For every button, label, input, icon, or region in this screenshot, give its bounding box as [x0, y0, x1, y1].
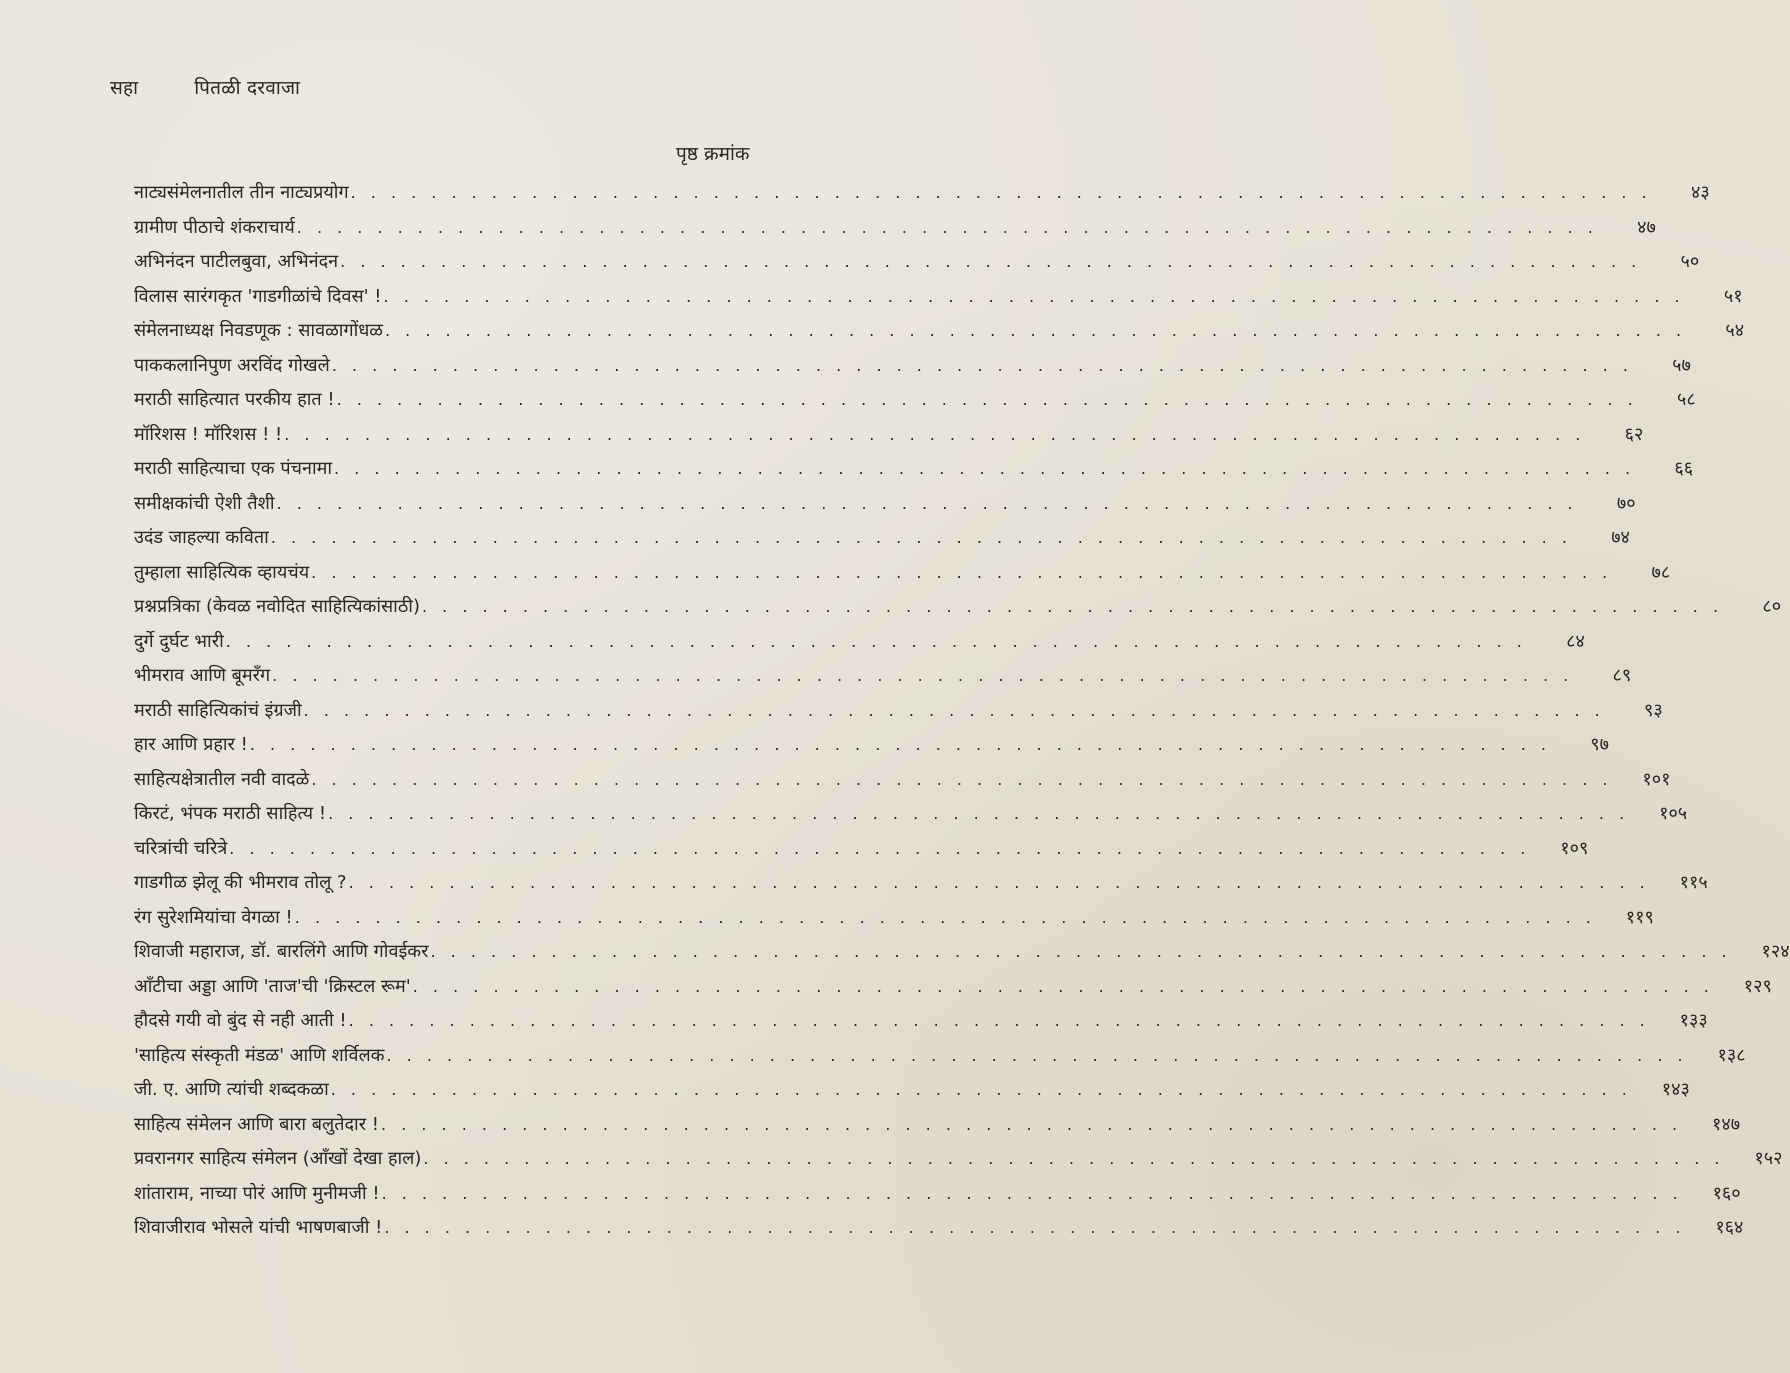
dot-leader: . . . . . . . . . . . . . . . . . . . . . . . . . . . . . . . . . . . . . . . . . . . . . . . . . . . . . . . . . . . . . . . . .: [348, 873, 1650, 892]
toc-entry-page-number: ५४: [1725, 320, 1745, 341]
toc-entry-title: विलास सारंगकृत 'गाडगीळांचे दिवस' !: [134, 285, 382, 307]
toc-entry-page-number: १२४: [1761, 941, 1790, 962]
dot-leader: . . . . . . . . . . . . . . . . . . . . . . . . . . . . . . . . . . . . . . . . . . . . . . . . . . . . . . . . . . . . . . . . .: [303, 700, 1605, 720]
dot-leader: . . . . . . . . . . . . . . . . . . . . . . . . . . . . . . . . . . . . . . . . . . . . . . . . . . . . . . . . . . . . . . . . .: [340, 252, 1642, 271]
toc-entry: [134, 556, 1671, 591]
dot-leader: . . . . . . . . . . . . . . . . . . . . . . . . . . . . . . . . . . . . . . . . . . . . . . . . . . . . . . . . . . . . . . . . .: [336, 390, 1638, 409]
toc-entry: [134, 1177, 1741, 1212]
dot-leader: . . . . . . . . . . . . . . . . . . . . . . . . . . . . . . . . . . . . . . . . . . . . . . . . . . . . . . . . . . . . . . . . .: [348, 1011, 1650, 1030]
dot-leader: . . . . . . . . . . . . . . . . . . . . . . . . . . . . . . . . . . . . . . . . . . . . . . . . . . . . . . . . . . . . . . . . .: [381, 1183, 1683, 1203]
toc-entry-page-number: ६२: [1624, 423, 1644, 445]
toc-entry-page-number: ८४: [1566, 630, 1585, 652]
book-title: पितळी दरवाजा: [194, 77, 301, 99]
toc-entry: [134, 452, 1694, 487]
toc-entry-title: ऑंटीचा अड्डा आणि 'ताज'ची 'क्रिस्टल रूम': [134, 975, 411, 997]
toc-entry-page-number: १४३: [1661, 1079, 1690, 1100]
toc-entry-title: पाककलानिपुण अरविंद गोखले: [134, 354, 330, 376]
dot-leader: . . . . . . . . . . . . . . . . . . . . . . . . . . . . . . . . . . . . . . . . . . . . . . . . . . . . . . . . . . . . . . . . .: [284, 424, 1586, 444]
dot-leader: . . . . . . . . . . . . . . . . . . . . . . . . . . . . . . . . . . . . . . . . . . . . . . . . . . . . . . . . . . . . . . . . .: [430, 942, 1732, 961]
toc-entry: [134, 521, 1630, 556]
toc-entry: [134, 487, 1636, 522]
dot-leader: . . . . . . . . . . . . . . . . . . . . . . . . . . . . . . . . . . . . . . . . . . . . . . . . . . . . . . . . . . . . . . . . .: [296, 217, 1598, 237]
toc-entry-page-number: १३८: [1717, 1044, 1746, 1066]
dot-leader: . . . . . . . . . . . . . . . . . . . . . . . . . . . . . . . . . . . . . . . . . . . . . . . . . . . . . . . . . . . . . . . . .: [311, 769, 1613, 789]
toc-entry: [134, 1211, 1744, 1246]
toc-entry-title: जी. ए. आणि त्यांची शब्दकळा: [134, 1079, 329, 1100]
dot-leader: . . . . . . . . . . . . . . . . . . . . . . . . . . . . . . . . . . . . . . . . . . . . . . . . . . . . . . . . . . . . . . . . .: [294, 907, 1596, 927]
toc-entry-page-number: ७८: [1651, 561, 1671, 583]
toc-entry-page-number: १२९: [1743, 975, 1772, 997]
toc-entry: [134, 625, 1585, 660]
toc-entry: [134, 763, 1671, 798]
toc-entry-page-number: ४७: [1637, 216, 1656, 238]
toc-entry-page-number: ७४: [1611, 527, 1630, 548]
dot-leader: . . . . . . . . . . . . . . . . . . . . . . . . . . . . . . . . . . . . . . . . . . . . . . . . . . . . . . . . . . . . . . . . .: [330, 1080, 1632, 1099]
toc-entry-title: अभिनंदन पाटीलबुवा, अभिनंदन: [134, 251, 339, 272]
toc-entry-title: संमेलनाध्यक्ष निवडणूक : सावळागोंधळ: [134, 320, 383, 341]
toc-entry-page-number: ४३: [1690, 182, 1710, 203]
toc-entry: [134, 383, 1696, 418]
toc-entry-title: उदंड जाहल्या कविता: [134, 527, 269, 548]
toc-entry: [134, 1142, 1783, 1177]
toc-entry-title: भीमराव आणि बूमरँग: [134, 665, 271, 686]
toc-entry: [134, 728, 1609, 763]
dot-leader: . . . . . . . . . . . . . . . . . . . . . . . . . . . . . . . . . . . . . . . . . . . . . . . . . . . . . . . . . . . . . . . . .: [384, 1218, 1686, 1237]
page-folio: सहा: [110, 77, 139, 99]
toc-entry: [134, 245, 1700, 280]
toc-entry-page-number: ९३: [1644, 699, 1663, 721]
toc-entry: [134, 1004, 1708, 1039]
toc-entry: [134, 1039, 1746, 1074]
table-of-contents: [134, 176, 1790, 1246]
toc-entry-title: शिवाजी महाराज, डॉ. बारलिंगे आणि गोवईकर: [134, 941, 429, 962]
toc-entry-page-number: १५२: [1754, 1148, 1783, 1169]
toc-entry-title: हार आणि प्रहार !: [134, 734, 248, 755]
dot-leader: . . . . . . . . . . . . . . . . . . . . . . . . . . . . . . . . . . . . . . . . . . . . . . . . . . . . . . . . . . . . . . . . .: [383, 286, 1685, 306]
toc-entry-title: तुम्हाला साहित्यिक व्हायचंय: [134, 561, 310, 583]
toc-entry-page-number: ५०: [1680, 251, 1700, 272]
dot-leader: . . . . . . . . . . . . . . . . . . . . . . . . . . . . . . . . . . . . . . . . . . . . . . . . . . . . . . . . . . . . . . . . .: [384, 321, 1687, 340]
toc-entry-title: हौदसे गयी वो बुंद से नही आती !: [134, 1010, 347, 1031]
dot-leader: . . . . . . . . . . . . . . . . . . . . . . . . . . . . . . . . . . . . . . . . . . . . . . . . . . . . . . . . . . . . . . . . .: [272, 666, 1574, 685]
toc-entry-page-number: ११५: [1679, 872, 1708, 893]
toc-entry: [134, 1073, 1690, 1108]
dot-leader: . . . . . . . . . . . . . . . . . . . . . . . . . . . . . . . . . . . . . . . . . . . . . . . . . . . . . . . . . . . . . . . . .: [229, 838, 1531, 858]
toc-entry-title: मराठी साहित्यिकांचं इंग्रजी: [134, 699, 302, 721]
toc-entry: [134, 211, 1656, 246]
dot-leader: . . . . . . . . . . . . . . . . . . . . . . . . . . . . . . . . . . . . . . . . . . . . . . . . . . . . . . . . . . . . . . . . .: [421, 597, 1724, 616]
toc-entry-page-number: ८९: [1612, 665, 1632, 686]
toc-entry-title: समीक्षकांची ऐशी तैशी: [134, 492, 275, 514]
toc-entry: [134, 832, 1589, 867]
toc-entry: [134, 1108, 1741, 1143]
dot-leader: . . . . . . . . . . . . . . . . . . . . . . . . . . . . . . . . . . . . . . . . . . . . . . . . . . . . . . . . . . . . . . . . .: [331, 355, 1633, 375]
toc-entry-title: प्रश्नप्रत्रिका (केवळ नवोदित साहित्यिकांसाठी): [134, 596, 420, 617]
toc-entry-title: किरटं, भंपक मराठी साहित्य !: [134, 803, 327, 824]
toc-entry: [134, 694, 1663, 729]
dot-leader: . . . . . . . . . . . . . . . . . . . . . . . . . . . . . . . . . . . . . . . . . . . . . . . . . . . . . . . . . . . . . . . . .: [386, 1045, 1688, 1065]
dot-leader: . . . . . . . . . . . . . . . . . . . . . . . . . . . . . . . . . . . . . . . . . . . . . . . . . . . . . . . . . . . . . . . . .: [249, 735, 1551, 754]
toc-entry-title: मराठी साहित्याचा एक पंचनामा: [134, 458, 333, 479]
toc-entry-title: ग्रामीण पीठाचे शंकराचार्य: [134, 216, 295, 238]
dot-leader: . . . . . . . . . . . . . . . . . . . . . . . . . . . . . . . . . . . . . . . . . . . . . . . . . . . . . . . . . . . . . . . . .: [334, 459, 1636, 478]
toc-entry: [134, 418, 1644, 453]
toc-entry-title: 'साहित्य संस्कृती मंडळ' आणि शर्विलक: [134, 1044, 385, 1066]
toc-entry: [134, 659, 1632, 694]
dot-leader: . . . . . . . . . . . . . . . . . . . . . . . . . . . . . . . . . . . . . . . . . . . . . . . . . . . . . . . . . . . . . . . . .: [350, 183, 1652, 202]
toc-entry-page-number: ७०: [1616, 492, 1636, 514]
toc-entry-page-number: १३३: [1679, 1010, 1708, 1031]
toc-entry: [134, 866, 1708, 901]
toc-entry-title: चरित्रांची चरित्रे: [134, 837, 228, 859]
toc-entry-title: मराठी साहित्यात परकीय हात !: [134, 389, 335, 410]
toc-entry-title: गाडगीळ झेलू की भीमराव तोलू ?: [134, 872, 347, 893]
toc-entry: [134, 970, 1772, 1005]
toc-entry-page-number: १०५: [1659, 803, 1688, 824]
toc-entry: [134, 280, 1743, 315]
dot-leader: . . . . . . . . . . . . . . . . . . . . . . . . . . . . . . . . . . . . . . . . . . . . . . . . . . . . . . . . . . . . . . . . .: [423, 1149, 1725, 1168]
toc-entry-page-number: ९७: [1590, 734, 1609, 755]
toc-entry-page-number: ८०: [1762, 596, 1782, 617]
dot-leader: . . . . . . . . . . . . . . . . . . . . . . . . . . . . . . . . . . . . . . . . . . . . . . . . . . . . . . . . . . . . . . . . .: [412, 976, 1714, 996]
toc-entry-title: शांताराम, नाच्या पोरं आणि मुनीमजी !: [134, 1182, 380, 1204]
running-head: [110, 74, 300, 100]
dot-leader: . . . . . . . . . . . . . . . . . . . . . . . . . . . . . . . . . . . . . . . . . . . . . . . . . . . . . . . . . . . . . . . . .: [276, 493, 1578, 513]
toc-entry-title: रंग सुरेशमियांचा वेगळा !: [134, 906, 293, 928]
toc-entry: [134, 314, 1745, 349]
toc-entry-page-number: ५८: [1677, 389, 1696, 410]
toc-entry-page-number: ५१: [1723, 285, 1743, 307]
dot-leader: . . . . . . . . . . . . . . . . . . . . . . . . . . . . . . . . . . . . . . . . . . . . . . . . . . . . . . . . . . . . . . . . .: [328, 804, 1630, 823]
toc-entry-title: शिवाजीराव भोसले यांची भाषणबाजी !: [134, 1217, 383, 1238]
toc-entry-title: मॉरिशस ! मॉरिशस ! !: [134, 423, 283, 445]
toc-entry-title: साहित्यक्षेत्रातील नवी वादळे: [134, 768, 310, 790]
toc-entry: [134, 901, 1654, 936]
toc-entry-page-number: १०९: [1560, 837, 1589, 859]
toc-entry: [134, 590, 1782, 625]
toc-entry-page-number: ११९: [1625, 906, 1654, 928]
toc-entry-title: प्रवरानगर साहित्य संमेलन (आँखों देखा हाल): [134, 1148, 422, 1169]
dot-leader: . . . . . . . . . . . . . . . . . . . . . . . . . . . . . . . . . . . . . . . . . . . . . . . . . . . . . . . . . . . . . . . . .: [311, 562, 1613, 582]
toc-entry: [134, 176, 1710, 211]
dot-leader: . . . . . . . . . . . . . . . . . . . . . . . . . . . . . . . . . . . . . . . . . . . . . . . . . . . . . . . . . . . . . . . . .: [270, 528, 1572, 547]
page-number-column-header: पृष्ठ क्रमांक: [676, 143, 750, 165]
toc-entry: [134, 935, 1790, 970]
toc-entry-page-number: १४७: [1712, 1113, 1741, 1135]
toc-entry-page-number: १६०: [1712, 1182, 1741, 1204]
toc-entry-page-number: ६६: [1674, 458, 1694, 479]
dot-leader: . . . . . . . . . . . . . . . . . . . . . . . . . . . . . . . . . . . . . . . . . . . . . . . . . . . . . . . . . . . . . . . . .: [225, 631, 1527, 651]
toc-entry-title: नाट्यसंमेलनातील तीन नाट्यप्रयोग: [134, 182, 349, 203]
toc-entry-title: साहित्य संमेलन आणि बारा बलुतेदार !: [134, 1113, 380, 1135]
toc-entry-title: दुर्गे दुर्घट भारी: [134, 630, 224, 652]
dot-leader: . . . . . . . . . . . . . . . . . . . . . . . . . . . . . . . . . . . . . . . . . . . . . . . . . . . . . . . . . . . . . . . . .: [381, 1114, 1683, 1134]
toc-entry-page-number: ५७: [1672, 354, 1691, 376]
toc-entry: [134, 797, 1688, 832]
toc-entry: [134, 349, 1691, 384]
toc-entry-page-number: १६४: [1715, 1217, 1744, 1238]
toc-entry-page-number: १०१: [1642, 768, 1671, 790]
